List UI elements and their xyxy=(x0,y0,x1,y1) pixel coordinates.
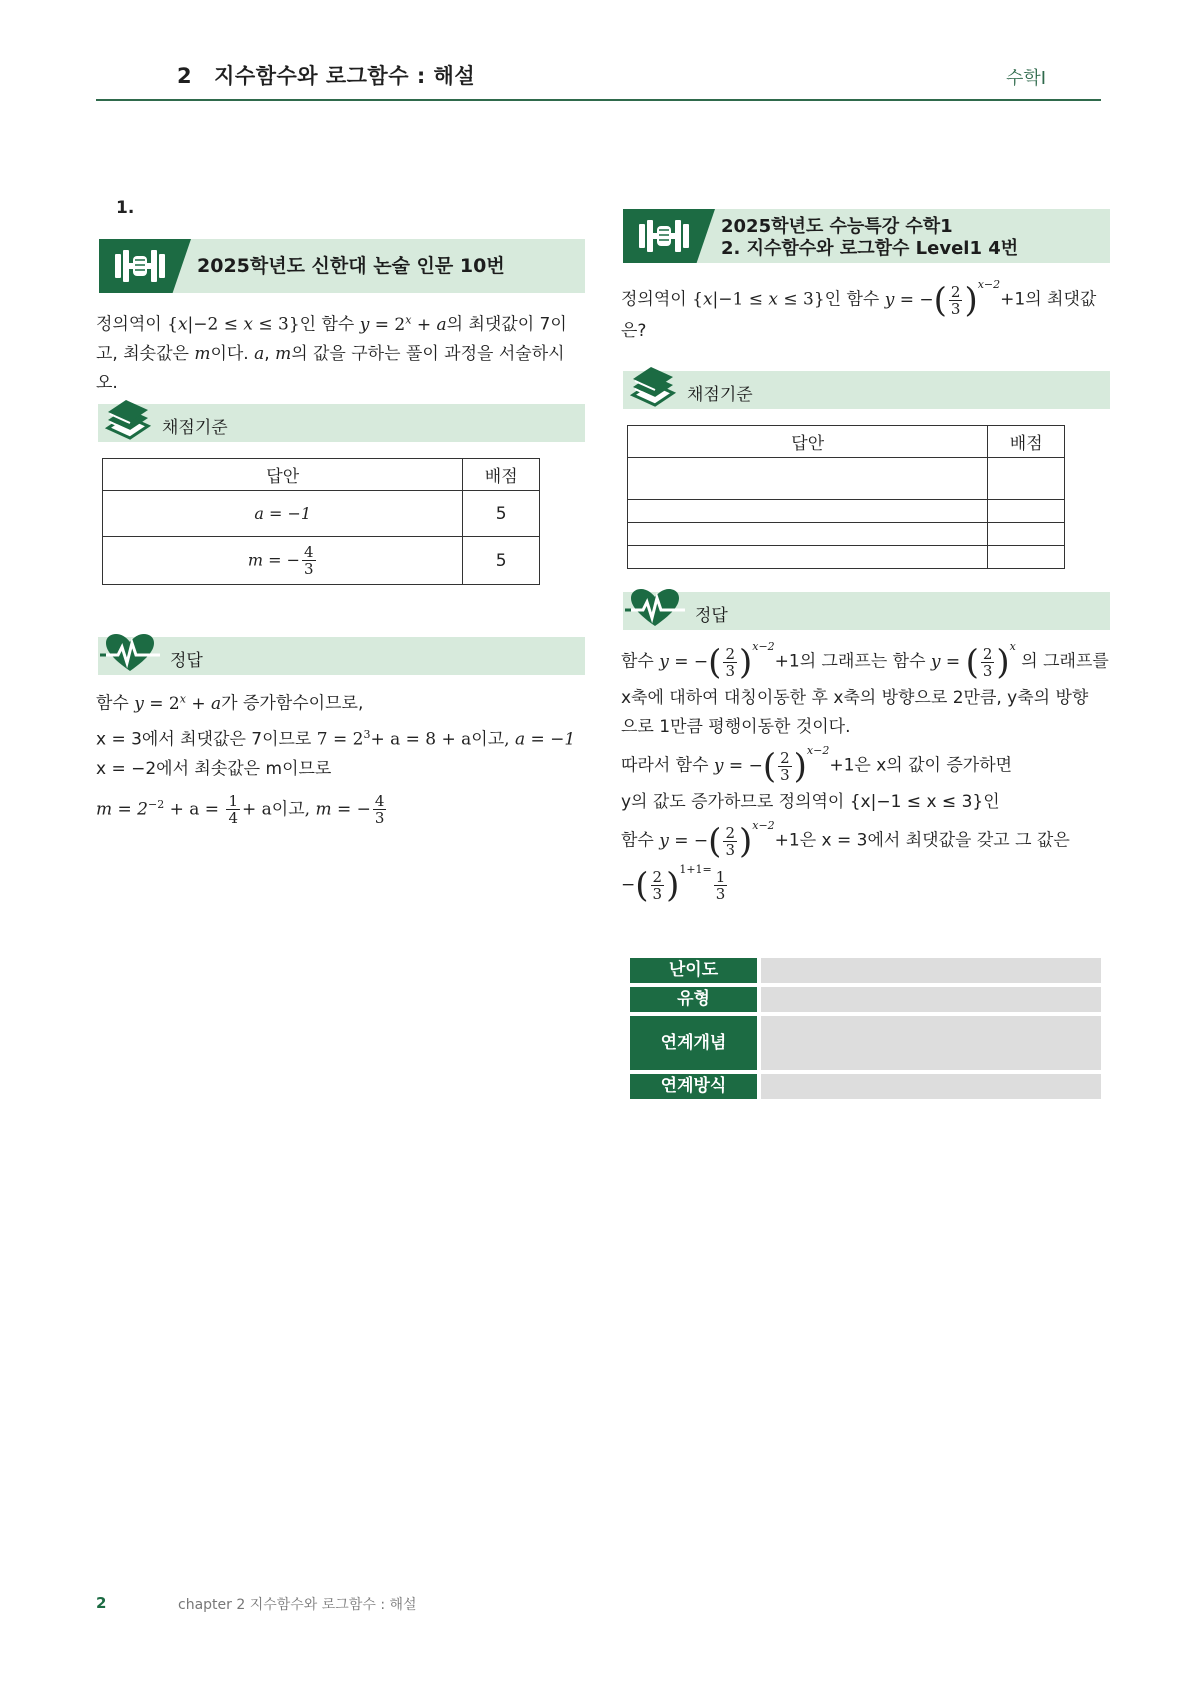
right-banner-title-1: 2025학년도 수능특강 수학1 xyxy=(721,216,953,237)
sol-expr: a = −1 xyxy=(514,729,576,750)
dumbbell-badge xyxy=(99,239,191,293)
row2-answer-prefix: m = − xyxy=(247,550,301,570)
fraction: $\frac{4}{3}$ xyxy=(304,543,314,578)
right-scoring-title: 채점기준 xyxy=(687,385,753,405)
table-header-score: 배점 xyxy=(988,426,1065,458)
problem-text-b: 인 함수 xyxy=(299,314,355,335)
books-icon xyxy=(102,398,152,444)
sol-text: x = −2에서 최솟값은 m이므로 xyxy=(96,759,332,780)
chapter-title: 지수함수와 로그함수 : 해설 xyxy=(214,64,476,88)
left-scoring-table xyxy=(102,458,540,585)
header-divider xyxy=(96,99,1101,101)
page-number: 2 xyxy=(96,1594,107,1612)
table-header-score: 배점 xyxy=(463,459,540,491)
right-banner-title xyxy=(721,216,1018,260)
left-answer-title: 정답 xyxy=(170,651,203,671)
subject-label: 수학Ⅰ xyxy=(1006,68,1047,89)
info-label-method: 연계방식 xyxy=(630,1074,757,1099)
left-problem-text: 정의역이 {x|−2 ≤ x ≤ 3}인 함수 $y = 2^x + a$의 최댓값이 7이 고, 최솟값은 m이다. a, m의 값을 구하는 풀이 과정을 서술하시 오. xyxy=(96,305,586,398)
problem-text-b: 인 함수 xyxy=(824,289,880,310)
sol-text: +1의 그래프는 함수 xyxy=(774,651,926,672)
problem-text-d: 은? xyxy=(621,321,647,342)
left-scoring-bar xyxy=(98,404,585,442)
sol-text: 따라서 함수 xyxy=(621,755,709,776)
sol-expr: + a = xyxy=(169,799,220,820)
left-problem-banner xyxy=(99,239,585,293)
footer-text: chapter 2 지수함수와 로그함수 : 해설 xyxy=(178,1597,417,1613)
problem-text-c: +1의 최댓값 xyxy=(1000,289,1097,310)
sol-text: x = 3에서 최댓값은 7이므로 xyxy=(96,729,312,750)
domain-expr: {x|−1 ≤ x ≤ 3} xyxy=(692,289,825,310)
heartbeat-icon xyxy=(625,588,685,630)
table-row xyxy=(628,500,1065,523)
sol-text: 함수 xyxy=(621,830,654,851)
table-row xyxy=(103,537,540,585)
right-answer-title: 정답 xyxy=(695,606,728,626)
table-row xyxy=(628,458,1065,500)
sol-text: x축에 대하여 대칭이동한 후 x축의 방향으로 2만큼, y축의 방향 xyxy=(621,688,1089,708)
domain-expr: {x|−2 ≤ x ≤ 3} xyxy=(167,314,300,335)
info-value-difficulty xyxy=(761,958,1101,983)
info-label-concept: 연계개념 xyxy=(630,1016,757,1070)
left-solution: 함수 $y = 2^x + a$가 증가함수이므로, x = 3에서 최댓값은 7이므로 $7 = 2^3+ a = 8 + a$이고, a = −1 x = −2에서 최솟값은 m이므로 $m = 2^{-2} + a$ = $\frac{1}{4}$ + a이고, m = − $\frac{4}{3}$ xyxy=(96,684,586,826)
right-problem-banner xyxy=(623,209,1110,263)
books-icon xyxy=(627,365,677,411)
row1-answer: a = −1 xyxy=(103,491,463,537)
sol-expr: + a이고, xyxy=(242,799,311,820)
dumbbell-icon xyxy=(637,216,691,256)
info-value-method xyxy=(761,1074,1101,1099)
problem-text-a: 정의역이 xyxy=(621,289,687,310)
sol-expr: m = 2 xyxy=(96,799,148,820)
sol-text: 함수 xyxy=(621,651,654,672)
sol-text: 의 그래프를 xyxy=(1021,651,1109,672)
fraction: $\frac{1}{4}$ xyxy=(228,792,239,828)
sol-text: +1은 x = 3에서 최댓값을 갖고 그 값은 xyxy=(774,830,1070,851)
sol-expr: m = − xyxy=(315,799,371,820)
problem-text-f: 의 값을 구하는 풀이 과정을 서술하시 xyxy=(291,343,565,364)
problem-text-d: 고, 최솟값은 xyxy=(96,343,189,364)
table-header-answer: 답안 xyxy=(628,426,988,458)
fraction: $\frac{4}{3}$ xyxy=(374,792,385,828)
right-scoring-bar xyxy=(623,371,1110,409)
sol-text: y의 값도 증가하므로 정의역이 {x|−1 ≤ x ≤ 3}인 xyxy=(621,792,1000,812)
problem-text-c: 의 최댓값이 7이 xyxy=(446,314,567,335)
dumbbell-badge xyxy=(623,209,715,263)
table-row xyxy=(628,523,1065,546)
var-a-m: a xyxy=(254,343,265,364)
right-scoring-table xyxy=(627,425,1065,569)
problem-text-a: 정의역이 xyxy=(96,314,162,335)
var-m: m xyxy=(194,343,211,364)
row2-answer xyxy=(103,537,463,585)
dumbbell-icon xyxy=(113,246,167,286)
sol-exponent: 1+1= xyxy=(679,863,712,876)
left-answer-bar xyxy=(98,637,585,675)
right-problem-text xyxy=(621,280,1111,346)
heartbeat-icon xyxy=(100,633,160,675)
info-label-difficulty: 난이도 xyxy=(630,958,757,983)
right-banner-title-2: 2. 지수함수와 로그함수 Level1 4번 xyxy=(721,238,1019,259)
table-row xyxy=(103,491,540,537)
question-number: 1. xyxy=(116,198,135,218)
problem-text-g: 오. xyxy=(96,372,118,393)
row2-score: 5 xyxy=(463,537,540,585)
sol-text: +1은 x의 값이 증가하면 xyxy=(829,755,1013,776)
table-row xyxy=(628,546,1065,569)
info-label-type: 유형 xyxy=(630,987,757,1012)
sol-expr: 7 = 2 xyxy=(316,729,364,750)
sol-text: 함수 xyxy=(96,693,129,714)
info-value-concept xyxy=(761,1016,1101,1070)
sol-text: 가 증가함수이므로, xyxy=(221,693,364,714)
sol-expr: + a = 8 + a이고, xyxy=(370,729,510,750)
left-scoring-title: 채점기준 xyxy=(162,418,228,438)
chapter-number: 2 xyxy=(177,64,193,88)
right-solution: 함수 y = −( $\frac{2}{3}$ )$^{x-2}$+1의 그래프는 함수 y = ( $\frac{2}{3}$ )$^x$ 의 그래프를 x축에 대하여 대칭이동한 후 x축의 방향으로 2만큼, y축의 방향 으로 1만큼 평행이동한 것이다. 따라서 함수 y = −( $\frac{2}{3}$ )$^{x-2}$+1은 x의 값이 증가하면 y의 값도 증가하므로 정의역이 {x|−1 ≤ x ≤ 3}인 함수 y = −( $\frac{2}{3}$ )$^{x-2}$+1은 x = 3에서 최댓값을 갖고 그 값은 −( $\frac{2}{3}$ )$^{1+1=}$ $\frac{1}{3}$ xyxy=(621,642,1116,907)
right-answer-bar xyxy=(623,592,1110,630)
row1-score: 5 xyxy=(463,491,540,537)
table-header-answer: 답안 xyxy=(103,459,463,491)
page-header-title xyxy=(177,60,475,90)
function-expr: y = −( $\frac{2}{3}$ )$^{x-2}$ xyxy=(884,278,1001,321)
left-banner-title: 2025학년도 신한대 논술 인문 10번 xyxy=(197,255,505,277)
function-expr: $y = 2^x + a$ xyxy=(359,313,447,335)
info-value-type xyxy=(761,987,1101,1012)
sol-text: 으로 1만큼 평행이동한 것이다. xyxy=(621,717,851,737)
problem-text-e: 이다. xyxy=(210,343,249,364)
